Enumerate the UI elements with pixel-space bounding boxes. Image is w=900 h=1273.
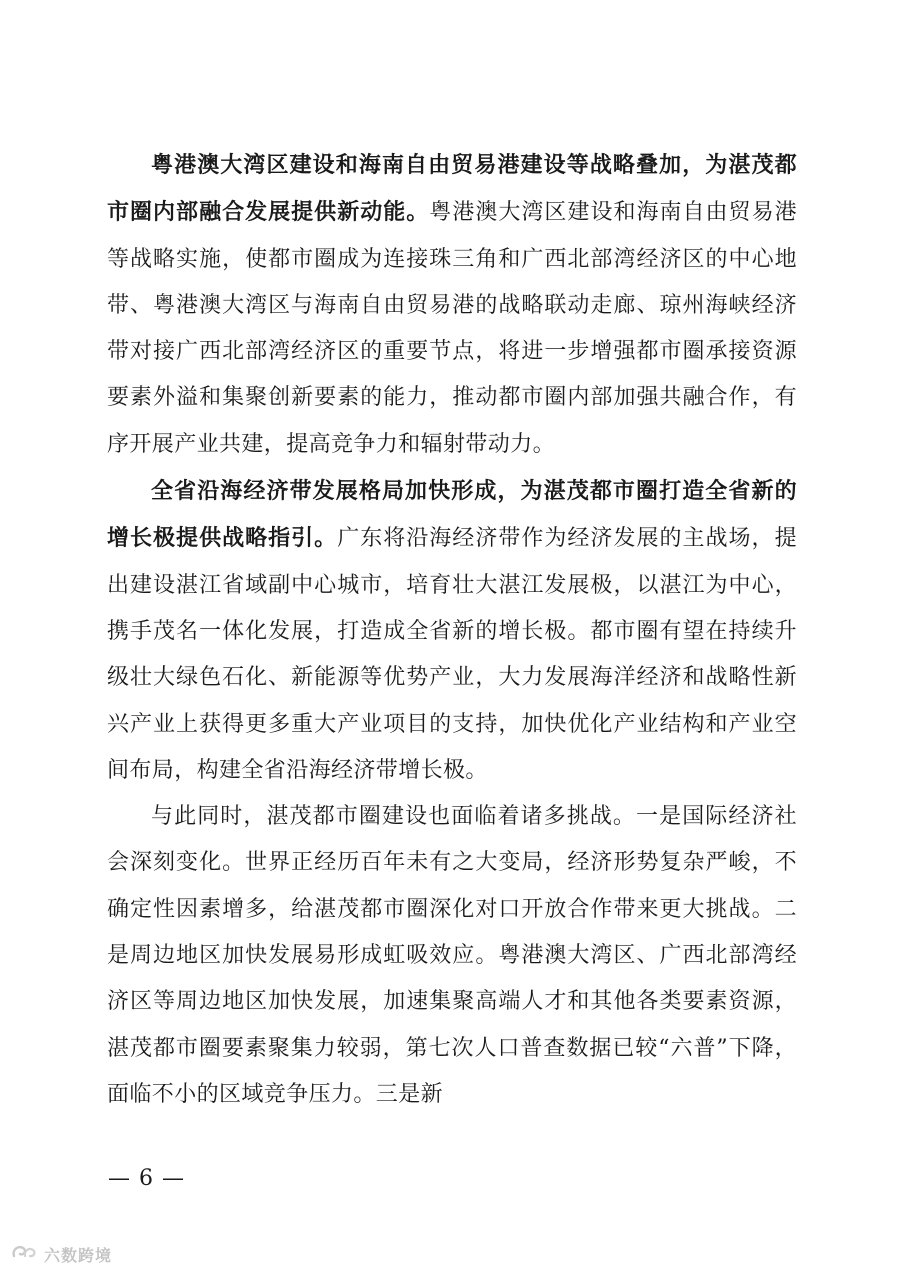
paragraph-2	[107, 468, 797, 794]
paragraph-1-lead: 粤港澳大湾区建设和海南自由贸易港建设等战略叠加，为湛茂都市圈内部融合发展提供新动能。	[107, 152, 797, 226]
paragraph-3	[107, 794, 797, 1118]
watermark-text: 六数跨境	[44, 1245, 113, 1265]
paragraph-1	[107, 142, 797, 468]
paragraph-2-lead: 全省沿海经济带发展格局加快形成，为湛茂都市圈打造全省新的增长极提供战略指引。	[107, 478, 797, 552]
logo-swirl-icon	[10, 1242, 38, 1266]
page-number: — 6 —	[108, 1166, 185, 1191]
paragraph-2-body: 广东将沿海经济带作为经济发展的主战场，提出建设湛江省域副中心城市，培育壮大湛江发展极，以湛江为中心，携手茂名一体化发展，打造成全省新的增长极。都市圈有望在持续升级壮大绿色石化、新能源等优势产业，大力发展海洋经济和战略性新兴产业上获得更多重大产业项目的支持，加快优化产业结构和产业空间布局，构建全省沿海经济带增长极。	[107, 526, 797, 783]
paragraph-3-body: 与此同时，湛茂都市圈建设也面临着诸多挑战。一是国际经济社会深刻变化。世界正经历百年未有之大变局，经济形势复杂严峻，不确定性因素增多，给湛茂都市圈深化对口开放合作带来更大挑战。二是周边地区加快发展易形成虹吸效应。粤港澳大湾区、广西北部湾经济区等周边地区加快发展，加速集聚高端人才和其他各类要素资源，湛茂都市圈要素聚集力较弱，第七次人口普查数据已较“六普”下降，面临不小的区域竞争压力。三是新	[107, 804, 797, 1107]
document-body	[107, 142, 797, 1118]
paragraph-1-body: 粤港澳大湾区建设和海南自由贸易港等战略实施，使都市圈成为连接珠三角和广西北部湾经济区的中心地带、粤港澳大湾区与海南自由贸易港的战略联动走廊、琼州海峡经济带对接广西北部湾经济区的重要节点，将进一步增强都市圈承接资源要素外溢和集聚创新要素的能力，推动都市圈内部加强共融合作，有序开展产业共建，提高竞争力和辐射带动力。	[107, 200, 798, 457]
watermark	[10, 1243, 112, 1265]
